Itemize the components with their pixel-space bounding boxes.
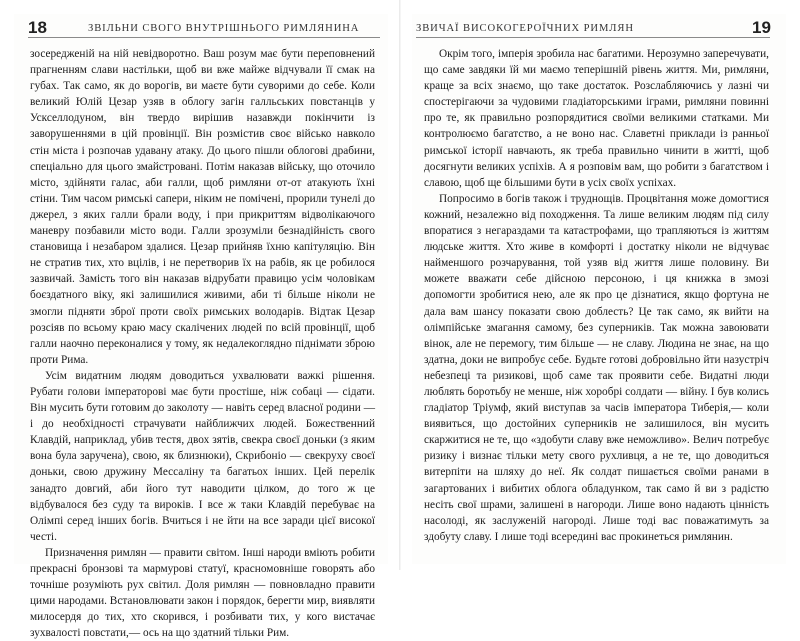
right-body-text	[424, 46, 769, 545]
left-paragraph-1: зосередженій на ній невідворотно. Ваш розум має бути переповнений прагненням слави настільки, щоб ви вже майже відчували її смак на губах. Так само, як до ворогів, ви маєте бути суворими до себе. Коли великий Юлій Цезар узяв в облогу загін галльських повстанців у Ускселлодуном, він твердо вирішив назавжди покінчити із заворушеннями в цій провінції. Він розмістив своє військо навколо стін міста і розпочав удавану атаку. До цього пішли облогові драбини, спеціально для цього змайстровані. Потім наказав війську, що оточило місто, здійняти галас, аби галли, щоб римляни от-от атакують їхні стіни. Тим часом римські сапери, ніким не помічені, прорили тунелі до джерел, з яких галли брали воду, і при прикриттям відволікаючого маневру позбавили місто води. Галли зрозуміли безнадійність свого становища і незабаром здалися. Цезар прийняв їхню капітуляцію. Він не стратив тих, хто вцілів, і не перетворив їх на рабів, як це робилося зазвичай. Замість того він наказав відрубати правицю усім чоловікам боєздатного віку, які залишилися живими, аби ті більше ніколи не змогли підняти зброї проти своїх римських володарів. Відтак Цезар розсіяв по всьому краю масу скалічених людей по всій провінції, щоб галли наочно переконалися у тому, як недалекоглядно піднімати зброю проти Рима.	[30, 48, 375, 366]
left-paragraph-2: Усім видатним людям доводиться ухвалювати важкі рішення. Рубати голови імператорові має бути простіше, ніж собаці — сідати. Він мусить бути готовим до заколоту — навіть серед власної родини — і до необхідності страчувати найближчих людей. Божественний Клавдій, наприклад, убив тестя, двох зятів, свекра своєї доньки (з яким вона була заручена), свою, як близнюки), Скрибоніо — свекруху своєї доньки, свою дружину Мессаліну та багатьох інших. Цей перелік занадто довгий, аби його тут наводити цілком, до того ж це відбувалося без суду та вироків. І все ж таки Клавдій перебуває на Олімпі серед інших богів. Вчиться і не йти на все заради цієї високої честі.	[30, 369, 375, 543]
left-running-head: ЗВІЛЬНИ СВОГО ВНУТРІШНЬОГО РИМЛЯНИНА	[88, 23, 360, 34]
left-body-text	[30, 46, 375, 641]
right-paragraph-1: Окрім того, імперія зробила нас багатими. Нерозумно заперечувати, що саме завдяки їй ми маємо теперішній рівень життя. Ми, римляни, краще за всіх знаємо, що таке достаток. Розслабляючись у лазні чи спостерігаючи за чудовими гладіаторськими іграми, римляни повинні про те, як правильно розпорядитися своїми великими статками. Ми контролюємо багатство, а не воно нас. Славетні приклади із ранньої римської історії навчають, як треба правильно чинити в житті, щоб досягнути великих успіхів. А я розповім вам, що робити з багатством і славою, щоб ще більшими бути в усіх своїх успіхах.	[424, 48, 769, 189]
right-running-head: ЗВИЧАЇ ВИСОКОГЕРОЇЧНИХ РИМЛЯН	[416, 23, 634, 34]
left-paragraph-3: Призначення римлян — правити світом. Інші народи вміють робити прекрасні бронзові та мармурові статуї, красномовніше говорять або точніше розуміють рух світил. Доля римлян — повновладно правити цими народами. Встановлювати закон і порядок, берегти мир, виявляти милосердя до тих, хто скорився, і розбивати тих, у кого вистачає зухвалості повстати,— ось на що здатний тільки Рим.	[30, 546, 375, 640]
right-page-number: 19	[752, 18, 771, 37]
book-gutter	[399, 0, 401, 570]
right-head-rule	[416, 37, 770, 38]
left-page-number: 18	[28, 18, 47, 37]
right-paragraph-2: Попросимо в богів також і труднощів. Процвітання може домогтися кожний, незалежно від походження. Та лише великим людям під силу впоратися з негараздами та катастрофами, що трапляються із життям людське життя. Хто живе в комфорті і достатку ніколи не відчуває найменшого розчарування, той узяв від життя лише половину. Ви можете вважати себе дійсною персоною, і ця книжка в змозі допомогти зробитися нею, але як про це дізнатися, якщо фортуна не дала вам шансу показати свою доблесть? Це так само, як вийти на олімпійське змагання самому, без суперників. Так можна завоювати вінок, але не перемогу, тим більше — не славу. Людина не знає, на що здатна, доки не випробує себе. Будьте готові добровільно йти назустріч небезпеці та ризикові, щоб саме так проявити себе. Видатні люди люблять боротьбу не менше, ніж хоробрі солдати — війну. І був колись гладіатор Тріумф, який виступав за часів імператора Тиберія,— коли виявиться, що достойних суперників не залишилося, він мусить скаржитися не те, що «здобути славу вже неможливо». Велич потребує ризику і визнає тільки мету свого рухливця, а не те, що доводиться витерпіти на шляху до неї. Як солдат пишається своїми ранами в загартованих і вибитих облога обладунком, так само й ви з радістю несіть свої шрами, залишені в нагороди. Лише воно надають цінність насолоді, як заслуженій нагороді. Лише тоді вас поважатимуть за здобуту славу. І лише тоді всередині вас прокинеться римлянин.	[424, 192, 769, 543]
left-head-rule	[28, 37, 380, 38]
